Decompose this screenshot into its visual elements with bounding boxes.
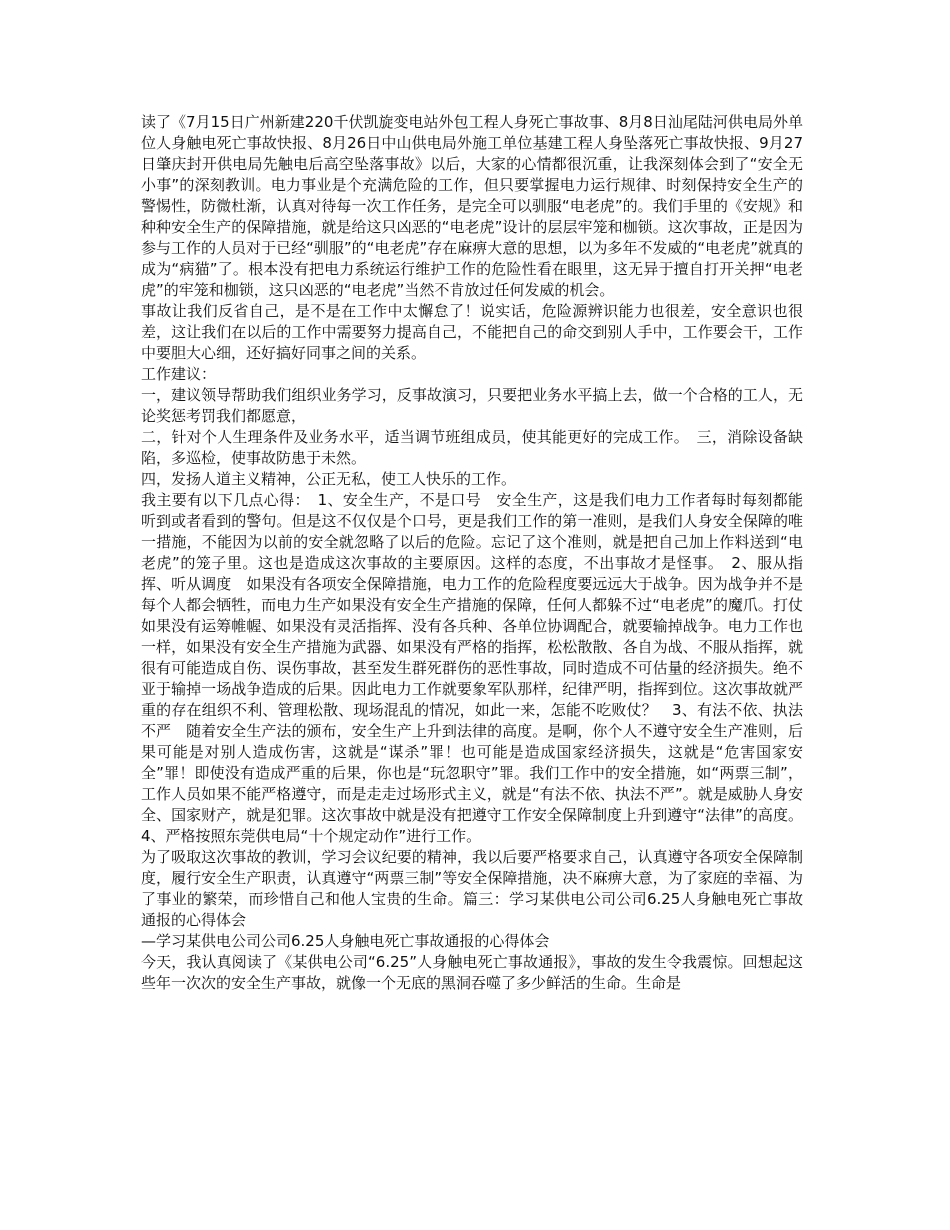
document-page (141, 112, 803, 994)
paragraph-suggestion-2-3: 二，针对个人生理条件及业务水平，适当调节班组成员，使其能更好的完成工作。 三，消除设备缺陷，多巡检，使事故防患于未然。 (141, 428, 803, 467)
paragraph-insights: 我主要有以下几点心得： 1、安全生产，不是口号 安全生产，这是我们电力工作者每时每刻都能听到或者看到的警句。但是这不仅仅是个口号，更是我们工作的第一准则，是我们人身安全保障的唯一措施，不能因为以前的安全就忽略了以后的危险。忘记了这个准则，就是把自己加上作料送到“电老虎”的笼子里。这也是造成这次事故的主要原因。这样的态度，不出事故才是怪事。 2、服从指挥、听从调度 如果没有各项安全保障措施，电力工作的危险程度要远远大于战争。因为战争并不是每个人都会牺牲，而电力生产如果没有安全生产措施的保障，任何人都躲不过“电老虎”的魔爪。打仗如果没有运筹帷幄、如果没有灵活指挥、没有各兵种、各单位协调配合，就要输掉战争。电力工作也一样，如果没有安全生产措施为武器、如果没有严格的指挥，松松散散、各自为战、不服从指挥，就很有可能造成自伤、误伤事故，甚至发生群死群伤的恶性事故，同时造成不可估量的经济损失。绝不亚于输掉一场战争造成的后果。因此电力工作就要象军队那样，纪律严明，指挥到位。这次事故就严重的存在组织不利、管理松散、现场混乱的情况，如此一来，怎能不吃败仗？ 3、有法不依、执法不严 随着安全生产法的颁布，安全生产上升到法律的高度。是啊，你个人不遵守安全生产准则，后果可能是对别人造成伤害，这就是“谋杀”罪！也可能是造成国家经济损失，这就是“危害国家安全”罪！即使没有造成严重的后果，你也是“玩忽职守”罪。我们工作中的安全措施，如“两票三制”，工作人员如果不能严格遵守，而是走走过场形式主义，就是“有法不依、执法不严”。就是威胁人身安全、国家财产，就是犯罪。这次事故中就是没有把遵守工作安全保障制度上升到遵守“法律”的高度。4、严格按照东莞供电局“十个规定动作”进行工作。 (141, 491, 803, 845)
paragraph-accident-reading: 读了《7月15日广州新建220千伏凯旋变电站外包工程人身死亡事故事、8月8日汕尾陆河供电局外单位人身触电死亡事故快报、8月26日中山供电局外施工单位基建工程人身坠落死亡事故快报、9月27日肇庆封开供电局先触电后高空坠落事故》以后，大家的心情都很沉重，让我深刻体会到了“安全无小事”的深刻教训。电力事业是个充满危险的工作，但只要掌握电力运行规律、时刻保持安全生产的警惕性，防微杜渐，认真对待每一次工作任务，是完全可以驯服“电老虎”的。我们手里的《安规》和种种安全生产的保障措施，就是给这只凶恶的“电老虎”设计的层层牢笼和枷锁。这次事故，正是因为参与工作的人员对于已经“驯服”的“电老虎”存在麻痹大意的思想，以为多年不发威的“电老虎”就真的成为“病猫”了。根本没有把电力系统运行维护工作的危险性看在眼里，这无异于擅自打开关押“电老虎”的牢笼和枷锁，这只凶恶的“电老虎”当然不肯放过任何发威的机会。 (141, 113, 803, 299)
paragraph-suggestion-1: 一，建议领导帮助我们组织业务学习，反事故演习，只要把业务水平搞上去，做一个合格的工人，无论奖惩考罚我们都愿意， (141, 386, 803, 425)
paragraph-suggestion-4: 四，发扬人道主义精神，公正无私，使工人快乐的工作。 (141, 470, 517, 488)
paragraph-lessons: 为了吸取这次事故的教训，学习会议纪要的精神，我以后要严格要求自己，认真遵守各项安全保障制度，履行安全生产职责，认真遵守“两票三制”等安全保障措施，决不麻痹大意，为了家庭的幸福、为了事业的繁荣，而珍惜自己和他人宝贵的生命。篇三：学习某供电公司公司6.25人身触电死亡事故通报的心得体会 (141, 848, 803, 929)
paragraph-section-intro: 今天，我认真阅读了《某供电公司“6.25”人身触电死亡事故通报》，事故的发生令我震惊。回想起这些年一次次的安全生产事故，就像一个无底的黑洞吞噬了多少鲜活的生命。生命是 (141, 953, 803, 992)
paragraph-suggestions-heading: 工作建议： (141, 365, 217, 383)
paragraph-self-reflection: 事故让我们反省自己，是不是在工作中太懈怠了！说实话，危险源辨识能力也很差，安全意识也很差，这让我们在以后的工作中需要努力提高自己，不能把自己的命交到别人手中，工作要会干，工作中要胆大心细，还好搞好同事之间的关系。 (141, 302, 803, 362)
paragraph-section-subtitle: —学习某供电公司公司6.25人身触电死亡事故通报的心得体会 (141, 932, 550, 950)
